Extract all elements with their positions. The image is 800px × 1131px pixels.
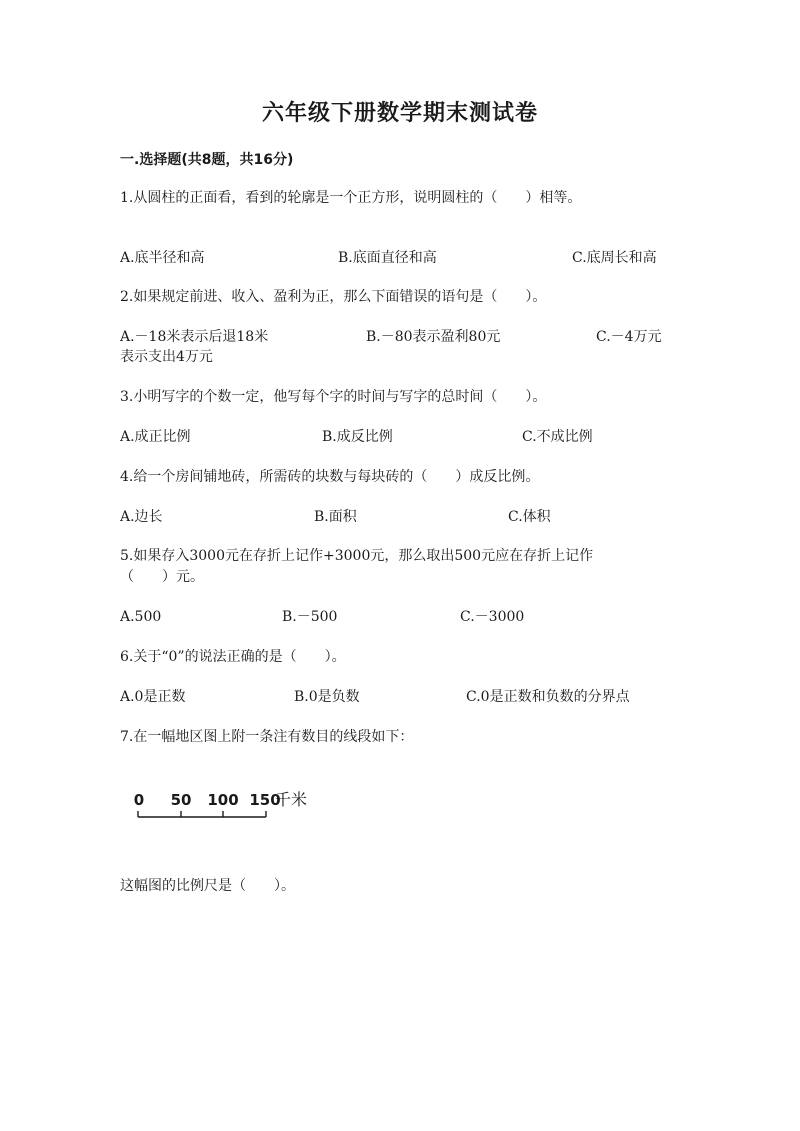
question-5-stem: 5.如果存入3000元在存折上记作+3000元，那么取出500元应在存折上记作	[120, 548, 594, 564]
question-6-stem: 6.关于“0”的说法正确的是（ ）。	[120, 649, 346, 665]
question-4-option-a: A.边长	[120, 509, 163, 525]
question-2-option-c-continuation: 表示支出4万元	[120, 349, 213, 365]
scale-label-100: 100	[207, 791, 239, 809]
question-3-option-c: C.不成比例	[522, 429, 593, 445]
question-3-option-a: A.成正比例	[120, 429, 191, 445]
question-5-option-a: A.500	[120, 609, 162, 625]
question-2-stem: 2.如果规定前进、收入、盈利为正，那么下面错误的语句是（ ）。	[120, 289, 547, 305]
question-3-stem: 3.小明写字的个数一定，他写每个字的时间与写字的总时间（ ）。	[120, 389, 547, 405]
question-7-followup: 这幅图的比例尺是（ ）。	[120, 878, 295, 894]
scale-label-50: 50	[170, 791, 192, 809]
question-5-option-c: C.－3000	[460, 609, 525, 625]
question-4-option-c: C.体积	[508, 509, 551, 525]
question-1-option-b: B.底面直径和高	[338, 250, 437, 266]
question-5-stem-continuation: （ ）元。	[120, 569, 204, 585]
scale-unit-label: 千米	[275, 790, 308, 809]
question-2-option-b: B.－80表示盈利80元	[366, 329, 501, 345]
question-2-option-a: A.－18米表示后退18米	[120, 329, 269, 345]
question-1-stem: 1.从圆柱的正面看，看到的轮廓是一个正方形，说明圆柱的（ ）相等。	[120, 190, 582, 206]
question-3-option-b: B.成反比例	[322, 429, 393, 445]
question-6-option-c: C.0是正数和负数的分界点	[466, 689, 630, 705]
page-title: 六年级下册数学期末测试卷	[261, 101, 538, 126]
question-4-option-b: B.面积	[314, 509, 357, 525]
question-6-option-a: A.0是正数	[120, 689, 186, 705]
question-7-stem: 7.在一幅地区图上附一条注有数目的线段如下：	[120, 729, 414, 745]
section-heading: 一.选择题(共8题，共16分)	[120, 152, 294, 168]
question-4-stem: 4.给一个房间铺地砖，所需砖的块数与每块砖的（ ）成反比例。	[120, 469, 540, 485]
question-2-option-c: C.－4万元	[596, 329, 662, 345]
question-1-option-c: C.底周长和高	[572, 250, 657, 266]
question-1-option-a: A.底半径和高	[120, 250, 205, 266]
question-5-option-b: B.－500	[282, 609, 338, 625]
scale-label-0: 0	[133, 791, 145, 809]
scale-bar-figure	[130, 786, 330, 826]
scale-label-150: 150	[249, 791, 281, 809]
scale-bar-svg	[130, 786, 330, 826]
question-6-option-b: B.0是负数	[294, 689, 360, 705]
